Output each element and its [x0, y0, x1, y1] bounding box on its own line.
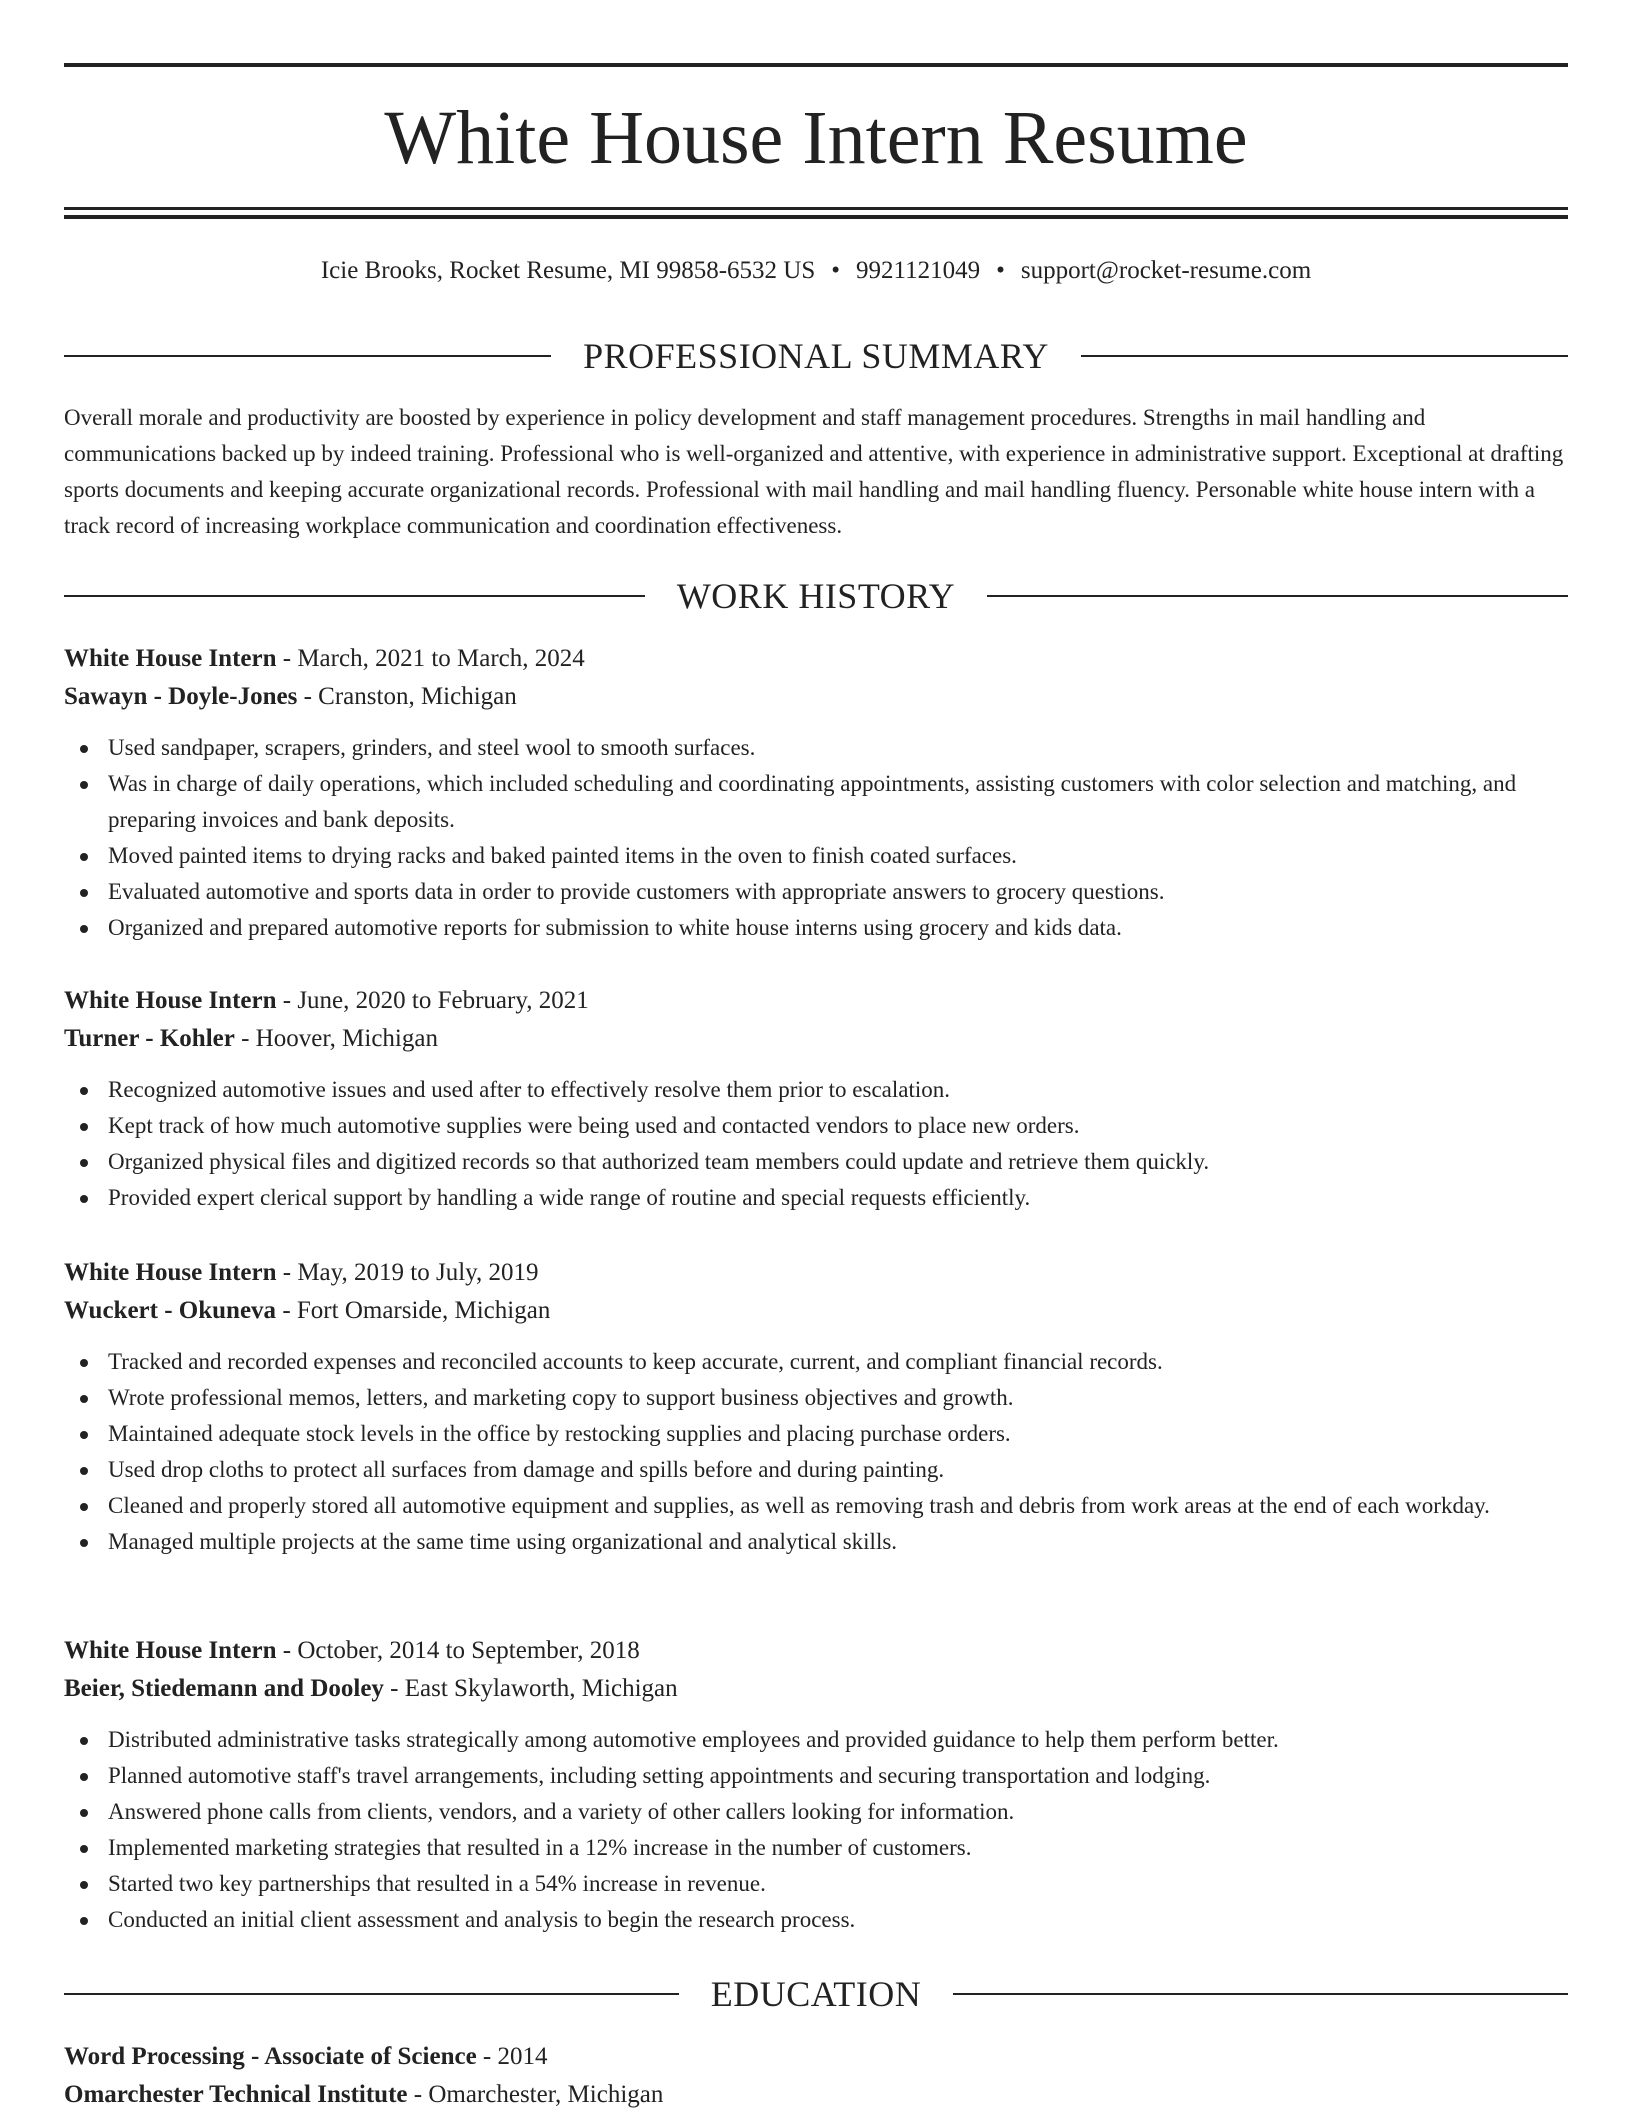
section-title: PROFESSIONAL SUMMARY [583, 336, 1049, 376]
job-title: White House Intern [64, 987, 277, 1014]
resume-title: White House Intern Resume [384, 96, 1248, 180]
job-location: - Fort Omarside, Michigan [276, 1297, 551, 1324]
education-school: Omarchester Technical Institute [64, 2081, 408, 2108]
job-company: Beier, Stiedemann and Dooley [64, 1675, 384, 1702]
job-bullet: Maintained adequate stock levels in the office by restocking supplies and placing purchase orders. [64, 1416, 1568, 1452]
job-bullets [64, 1072, 1568, 1216]
heading-rule-left [64, 595, 645, 597]
job-dates: - June, 2020 to February, 2021 [276, 987, 589, 1014]
job-bullet: Recognized automotive issues and used after to effectively resolve them prior to escalation. [64, 1072, 1568, 1108]
job-entry [64, 640, 1568, 946]
heading-rule-right [953, 1993, 1568, 1995]
job-entry [64, 1254, 1568, 1560]
job-bullet: Was in charge of daily operations, which included scheduling and coordinating appointments, assisting customers with color selection and matching, and preparing invoices and bank deposits. [64, 766, 1568, 838]
section-heading-work [64, 574, 1568, 618]
contact-email: support@rocket-resume.com [1020, 257, 1312, 284]
job-bullet: Moved painted items to drying racks and baked painted items in the oven to finish coated surfaces. [64, 838, 1568, 874]
job-bullet: Answered phone calls from clients, vendors, and a variety of other callers looking for information. [64, 1794, 1568, 1830]
section-heading-summary [64, 334, 1568, 378]
job-bullet: Provided expert clerical support by handling a wide range of routine and special requests efficiently. [64, 1180, 1568, 1216]
job-bullet: Distributed administrative tasks strategically among automotive employees and provided guidance to help them perform better. [64, 1722, 1568, 1758]
job-bullet: Evaluated automotive and sports data in order to provide customers with appropriate answers to grocery questions. [64, 874, 1568, 910]
contact-separator: • [996, 257, 1005, 284]
title-rule-lower [64, 215, 1568, 219]
job-bullet: Cleaned and properly stored all automotive equipment and supplies, as well as removing trash and debris from work areas at the end of each workday. [64, 1488, 1568, 1524]
job-location: - East Skylaworth, Michigan [383, 1675, 678, 1702]
education-school-line [64, 2076, 1568, 2112]
job-title: White House Intern [64, 1637, 277, 1664]
job-dates: - May, 2019 to July, 2019 [276, 1259, 539, 1286]
heading-rule-right [1081, 355, 1568, 357]
title-rule-upper [64, 207, 1568, 210]
top-rule [64, 63, 1568, 67]
education-degree: Word Processing - Associate of Science [64, 2043, 477, 2070]
heading-rule-left [64, 355, 551, 357]
contact-phone: 9921121049 [856, 257, 981, 284]
job-title-line [64, 982, 1568, 1020]
job-company-line [64, 1292, 1568, 1330]
job-company: Sawayn - Doyle-Jones [64, 683, 298, 710]
job-bullet: Conducted an initial client assessment and analysis to begin the research process. [64, 1902, 1568, 1938]
job-title: White House Intern [64, 645, 277, 672]
heading-rule-right [987, 595, 1568, 597]
job-bullet: Started two key partnerships that resulted in a 54% increase in revenue. [64, 1866, 1568, 1902]
job-dates: - March, 2021 to March, 2024 [276, 645, 585, 672]
job-dates: - October, 2014 to September, 2018 [276, 1637, 640, 1664]
job-location: - Hoover, Michigan [234, 1025, 438, 1052]
contact-separator: • [831, 257, 840, 284]
contact-address: Icie Brooks, Rocket Resume, MI 99858-6532 US [320, 257, 816, 284]
job-bullets [64, 1722, 1568, 1938]
job-bullets [64, 1344, 1568, 1560]
job-bullet: Kept track of how much automotive supplies were being used and contacted vendors to place new orders. [64, 1108, 1568, 1144]
education-year: - 2014 [476, 2043, 548, 2070]
education-entry [64, 2038, 1568, 2112]
job-title-line [64, 1632, 1568, 1670]
job-bullet: Planned automotive staff's travel arrangements, including setting appointments and securing transportation and lodging. [64, 1758, 1568, 1794]
job-title: White House Intern [64, 1259, 277, 1286]
section-title: WORK HISTORY [676, 576, 956, 616]
job-title-line [64, 640, 1568, 678]
job-entry [64, 1632, 1568, 1938]
job-bullet: Managed multiple projects at the same time using organizational and analytical skills. [64, 1524, 1568, 1560]
job-company-line [64, 1670, 1568, 1708]
job-bullet: Used drop cloths to protect all surfaces from damage and spills before and during painting. [64, 1452, 1568, 1488]
job-company: Turner - Kohler [64, 1025, 235, 1052]
job-company-line [64, 678, 1568, 716]
job-bullet: Tracked and recorded expenses and reconciled accounts to keep accurate, current, and compliant financial records. [64, 1344, 1568, 1380]
summary-text: Overall morale and productivity are boosted by experience in policy development and staff management procedures. Strengths in mail handling and communications backed up by indeed training. Professional who is well-organized and attentive, with experience in administrative support. Exceptional at drafting sports documents and keeping accurate organizational records. Professional with mail handling and mail handling fluency. Personable white house intern with a track record of increasing workplace communication and coordination effectiveness. [64, 405, 1564, 538]
section-heading-education [64, 1972, 1568, 2016]
job-bullet: Implemented marketing strategies that resulted in a 12% increase in the number of customers. [64, 1830, 1568, 1866]
education-degree-line [64, 2038, 1568, 2076]
job-title-line [64, 1254, 1568, 1292]
job-company-line [64, 1020, 1568, 1058]
job-entry [64, 982, 1568, 1216]
job-location: - Cranston, Michigan [297, 683, 517, 710]
job-bullet: Used sandpaper, scrapers, grinders, and steel wool to smooth surfaces. [64, 730, 1568, 766]
job-company: Wuckert - Okuneva [64, 1297, 277, 1324]
job-bullet: Organized physical files and digitized records so that authorized team members could update and retrieve them quickly. [64, 1144, 1568, 1180]
heading-rule-left [64, 1993, 679, 1995]
education-location: - Omarchester, Michigan [407, 2081, 664, 2108]
job-bullet: Organized and prepared automotive reports for submission to white house interns using grocery and kids data. [64, 910, 1568, 946]
contact-line [64, 253, 1568, 289]
job-bullets [64, 730, 1568, 946]
section-title: EDUCATION [710, 1974, 922, 2014]
job-bullet: Wrote professional memos, letters, and marketing copy to support business objectives and growth. [64, 1380, 1568, 1416]
